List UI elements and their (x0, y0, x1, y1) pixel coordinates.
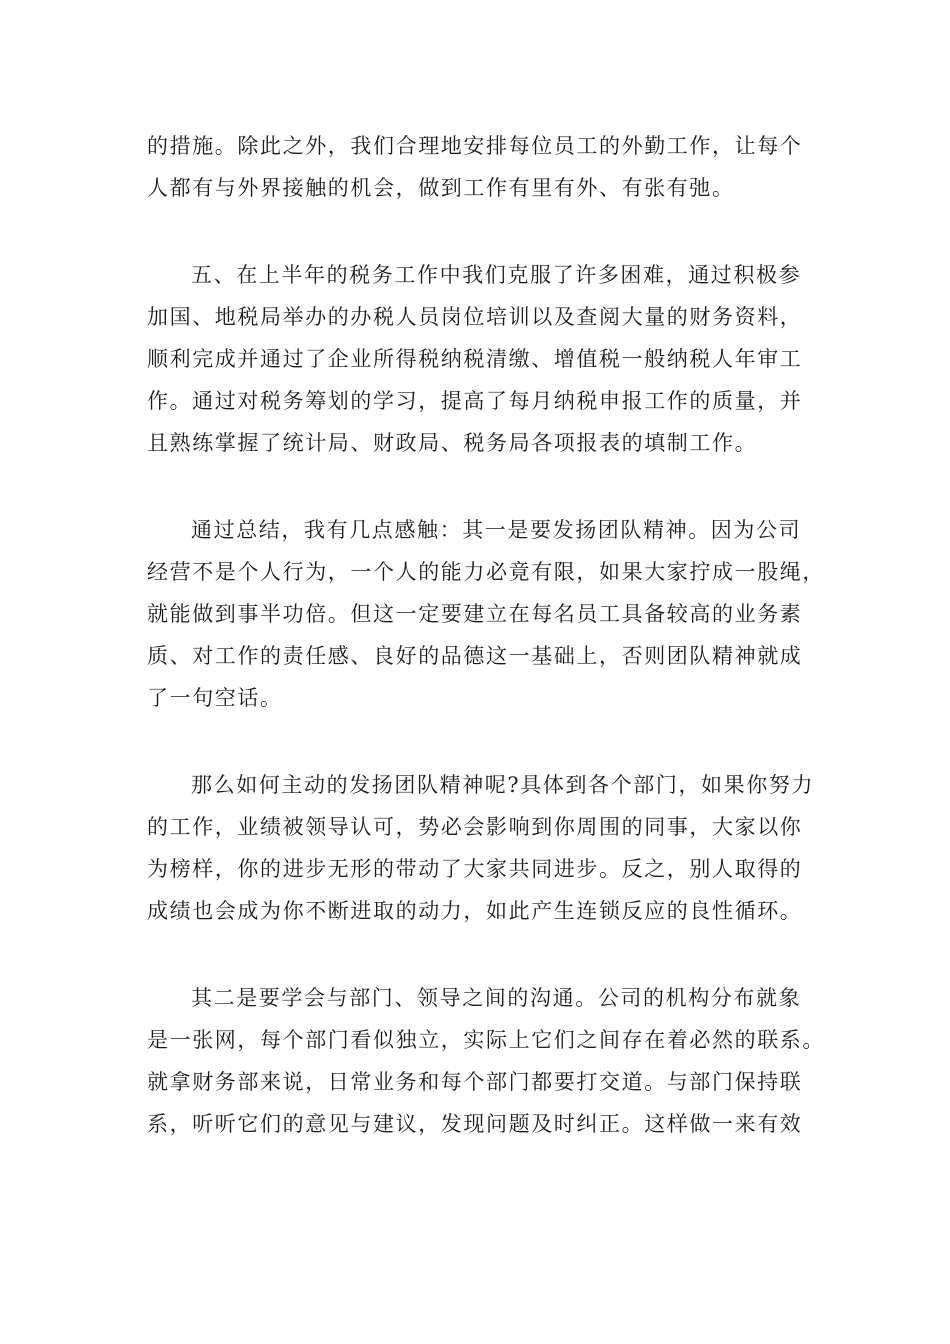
text-line: 质、对工作的责任感、良好的品德这一基础上，否则团队精神就成 (147, 644, 803, 668)
text-line: 就拿财务部来说，日常业务和每个部门都要打交道。与部门保持联 (147, 1070, 803, 1094)
text-line: 了一句空话。 (147, 686, 283, 710)
text-line: 加国、地税局举办的办税人员岗位培训以及查阅大量的财务资料， (147, 305, 803, 329)
paragraph-continuation (147, 125, 807, 209)
text-line: 是一张网，每个部门看似独立，实际上它们之间存在着必然的联系。 (147, 1028, 825, 1052)
text-line: 且熟练掌握了统计局、财政局、税务局各项报表的填制工作。 (147, 431, 758, 455)
paragraph-tax-work (147, 254, 807, 464)
text-line: 顺利完成并通过了企业所得税纳税清缴、增值税一般纳税人年审工 (147, 347, 803, 371)
text-line: 的措施。除此之外，我们合理地安排每位员工的外勤工作，让每个 (147, 134, 803, 158)
text-line: 的工作，业绩被领导认可，势必会影响到你周围的同事，大家以你 (147, 815, 803, 839)
text-line: 其二是要学会与部门、领导之间的沟通。公司的机构分布就象 (191, 986, 802, 1010)
text-line: 通过总结，我有几点感触：其一是要发扬团队精神。因为公司 (191, 518, 802, 542)
document-body (147, 125, 825, 1145)
text-line: 那么如何主动的发扬团队精神呢?具体到各个部门，如果你努力 (191, 773, 815, 797)
text-line: 就能做到事半功倍。但这一定要建立在每名员工具备较高的业务素 (147, 602, 803, 626)
paragraph-how-to (147, 764, 815, 932)
text-line: 人都有与外界接触的机会，做到工作有里有外、有张有弛。 (147, 176, 735, 200)
paragraph-team-spirit (147, 509, 825, 719)
text-line: 五、在上半年的税务工作中我们克服了许多困难，通过积极参 (191, 263, 802, 287)
text-line: 经营不是个人行为，一个人的能力必竟有限，如果大家拧成一股绳， (147, 560, 825, 584)
text-line: 为榜样，你的进步无形的带动了大家共同进步。反之，别人取得的 (147, 857, 803, 881)
paragraph-communication (147, 977, 825, 1145)
text-line: 系，听听它们的意见与建议，发现问题及时纠正。这样做一来有效 (147, 1112, 803, 1136)
text-line: 成绩也会成为你不断进取的动力，如此产生连锁反应的良性循环。 (147, 899, 803, 923)
text-line: 作。通过对税务筹划的学习，提高了每月纳税申报工作的质量，并 (147, 389, 803, 413)
